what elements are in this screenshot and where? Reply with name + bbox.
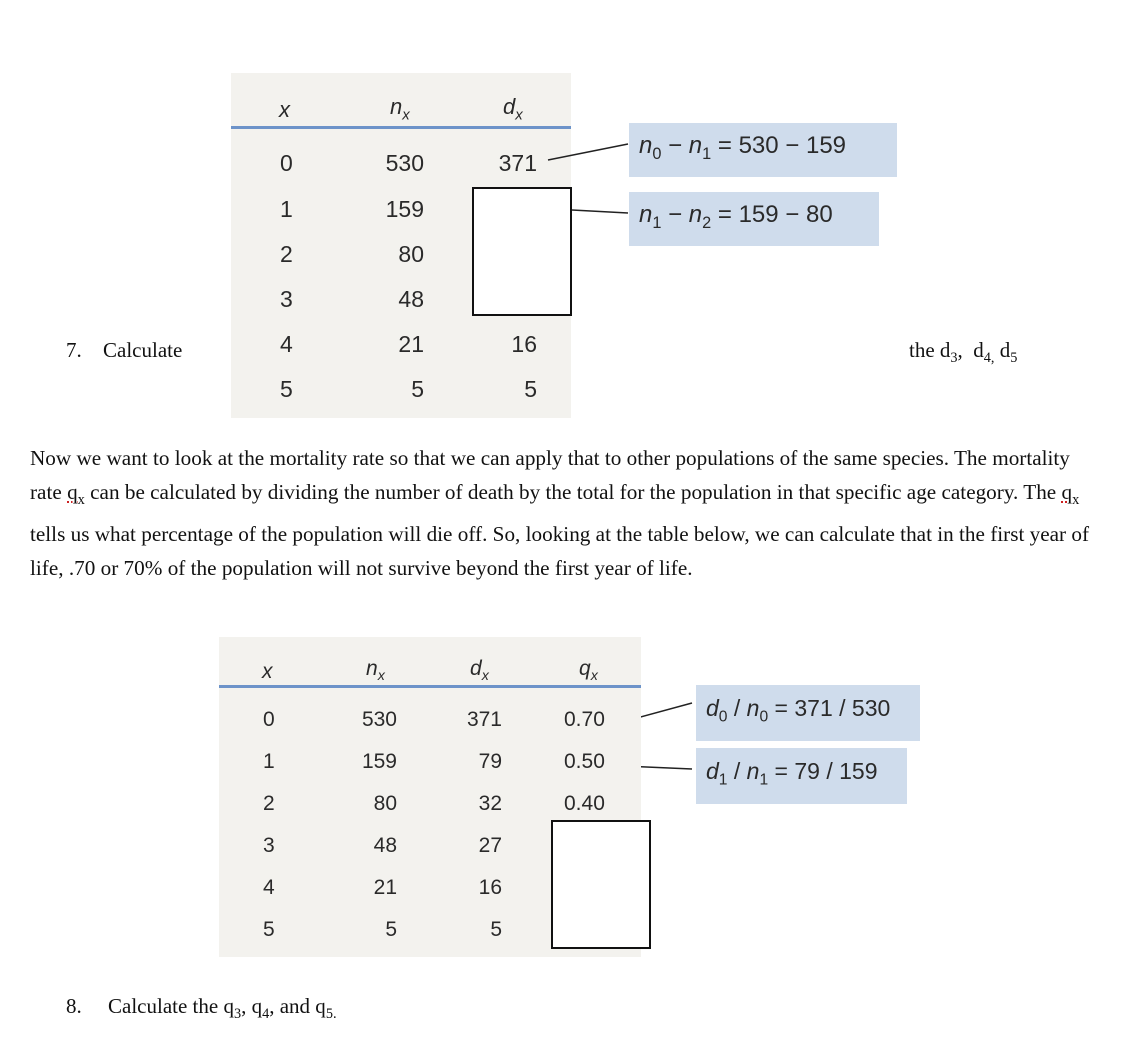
table1-header-x: x [279,97,290,122]
table2-d: 27 [478,834,502,857]
paragraph-part-3: tells us what percentage of the population will die off. So, looking at the table below, we can calculate that in the first year of life, .70 or 70% of the population will not survive beyond the first year of life. [30,522,1090,581]
table2-header-dx: $d_x$ [470,657,489,685]
table2-answer-box[interactable] [551,820,651,949]
table1-note-2: $n_1 - n_2 = 159 - 80$ [629,192,879,246]
table1-d: 16 [511,331,537,357]
table1-x: 5 [280,376,293,402]
table1-n: 48 [398,286,424,312]
table2-d: 79 [478,750,502,773]
table2-x: 3 [263,834,275,857]
table2-n: 530 [361,708,397,731]
table2-x: 5 [263,918,275,941]
table2-note-2: $d_1 / n_1 = 79 / 159$ [696,748,907,804]
table1-x: 2 [280,241,293,267]
table1-note-1: $n_0 - n_1 = 530 - 159$ [629,123,897,177]
table2-d: 371 [466,708,502,731]
table1-n: 5 [411,376,424,402]
table1-header-nx: $n_x$ [390,94,410,124]
qx-term: $q_x$ [67,480,85,509]
table2-x: 2 [263,792,275,815]
table1-n: 21 [398,331,424,357]
table2-x: 1 [263,750,275,773]
q8-number: 8. [66,994,82,1018]
paragraph-part-1: Now we want to look at the mortality rate so that we can apply that to other populations of the same species. The mortality rate [30,446,1070,504]
table2-x: 4 [263,876,275,899]
q7-tail: the $d_3$, $d_{4,}$ $d_5$ [909,338,1018,367]
table1-d: 371 [498,150,537,176]
table2-header-nx: $n_x$ [366,657,385,685]
table2-q: 0.50 [564,750,605,773]
table2-n: 159 [361,750,397,773]
table2-header-x: x [262,660,273,683]
table2-n: 48 [373,834,397,857]
q7-number: 7. [66,338,82,362]
table2-n: 21 [373,876,397,899]
table2-d: 32 [478,792,502,815]
table1-n: 530 [385,150,424,176]
table1-x: 3 [280,286,293,312]
table2-q: 0.70 [564,708,605,731]
table2-x: 0 [263,708,275,731]
table2-q: 0.40 [564,792,605,815]
q8-text: Calculate the $q_3$, $q_4$, and $q_{5.}$ [108,994,337,1023]
mortality-paragraph [30,441,1090,585]
table2-d: 16 [478,876,502,899]
table2-n: 80 [373,792,397,815]
table2-header-rule [219,685,641,688]
table1-x: 1 [280,196,293,222]
table1-n: 80 [398,241,424,267]
table1-d: 5 [524,376,537,402]
paragraph-part-2: can be calculated by dividing the number of death by the total for the population in that specific age category. The [84,480,1062,504]
table1-n: 159 [385,196,424,222]
table1-header-dx: $d_x$ [503,94,523,124]
table2-n: 5 [385,918,397,941]
q7-label: Calculate [103,338,183,362]
table2-note-1: $d_0 / n_0 = 371 / 530$ [696,685,920,741]
table1-x: 4 [280,331,293,357]
table2-d: 5 [490,918,502,941]
qx-term: $q_x$ [1061,480,1080,509]
table1-x: 0 [280,150,293,176]
table2-header-qx: $q_x$ [579,657,598,685]
